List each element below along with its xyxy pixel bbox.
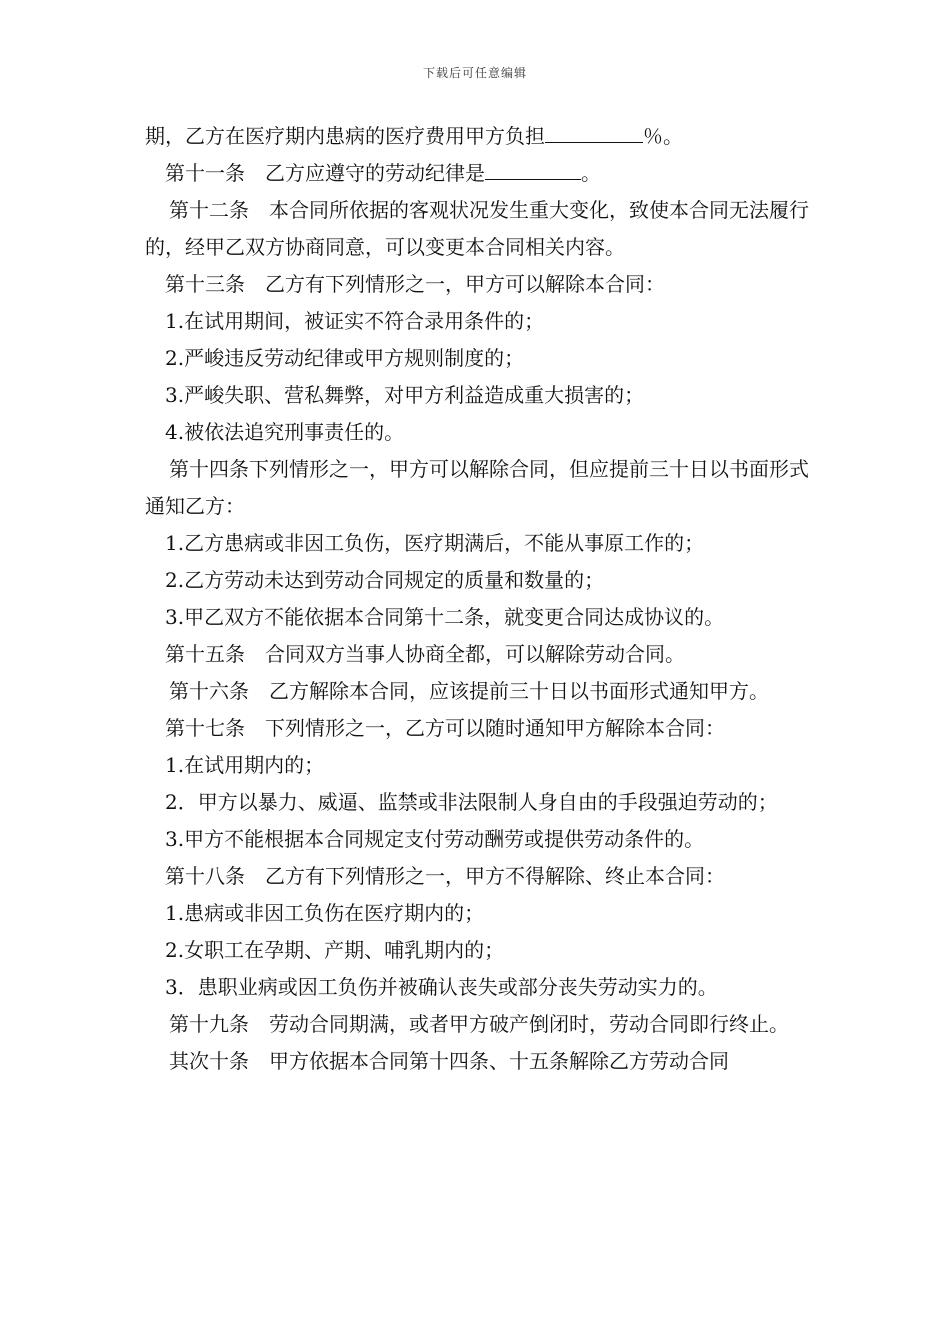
- list-item: 1.在试用期内的；: [165, 753, 325, 777]
- article-13: 第十三条 乙方有下列情形之一，甲方可以解除本合同：: [165, 272, 665, 296]
- list-item: 1.在试用期间，被证实不符合录用条件的；: [165, 309, 545, 333]
- list-item: 3.严峻失职、营私舞弊，对甲方利益造成重大损害的；: [165, 383, 645, 407]
- paragraph-text: 期，乙方在医疗期内患病的医疗费用甲方负担: [145, 124, 545, 148]
- article-15: 第十五条 合同双方当事人协商全都，可以解除劳动合同。: [165, 642, 685, 666]
- paragraph-text: 。: [581, 161, 601, 185]
- article-19: 第十九条 劳动合同期满，或者甲方破产倒闭时，劳动合同即行终止。: [169, 1012, 789, 1036]
- fill-in-blank[interactable]: [545, 122, 643, 143]
- article-17: 第十七条 下列情形之一，乙方可以随时通知甲方解除本合同：: [165, 716, 725, 740]
- paragraph-text: 第十一条 乙方应遵守的劳动纪律是: [165, 161, 485, 185]
- list-item: 2.乙方劳动未达到劳动合同规定的质量和数量的；: [165, 568, 605, 592]
- list-item: 2.严峻违反劳动纪律或甲方规则制度的；: [165, 346, 525, 370]
- list-item: 2．甲方以暴力、威逼、监禁或非法限制人身自由的手段强迫劳动的；: [165, 790, 778, 814]
- list-item: 3．患职业病或因工负伤并被确认丧失或部分丧失劳动实力的。: [165, 975, 718, 999]
- paragraph-text: ％。: [643, 124, 683, 148]
- list-item: 4.被依法追究刑事责任的。: [165, 420, 405, 444]
- list-item: 3.甲方不能根据本合同规定支付劳动酬劳或提供劳动条件的。: [165, 827, 705, 851]
- list-item: 1.乙方患病或非因工负伤，医疗期满后，不能从事原工作的；: [165, 531, 705, 555]
- list-item: 1.患病或非因工负伤在医疗期内的；: [165, 901, 485, 925]
- article-14: 第十四条下列情形之一，甲方可以解除合同，但应提前三十日以书面形式通知乙方：: [145, 457, 809, 518]
- article-11: [145, 155, 810, 192]
- fill-in-blank[interactable]: [485, 159, 581, 180]
- page-header-note: 下载后可任意编辑: [422, 66, 527, 80]
- article-16: 第十六条 乙方解除本合同，应该提前三十日以书面形式通知甲方。: [169, 679, 769, 703]
- list-item: 2.女职工在孕期、产期、哺乳期内的；: [165, 938, 505, 962]
- document-body: [145, 118, 810, 1080]
- paragraph-medical-expense: [145, 118, 810, 155]
- article-12: 第十二条 本合同所依据的客观状况发生重大变化，致使本合同无法履行的，经甲乙双方协商同意，可以变更本合同相关内容。: [145, 198, 809, 259]
- article-20: 其次十条 甲方依据本合同第十四条、十五条解除乙方劳动合同: [169, 1049, 729, 1073]
- list-item: 3.甲乙双方不能依据本合同第十二条，就变更合同达成协议的。: [165, 605, 725, 629]
- article-18: 第十八条 乙方有下列情形之一，甲方不得解除、终止本合同：: [165, 864, 725, 888]
